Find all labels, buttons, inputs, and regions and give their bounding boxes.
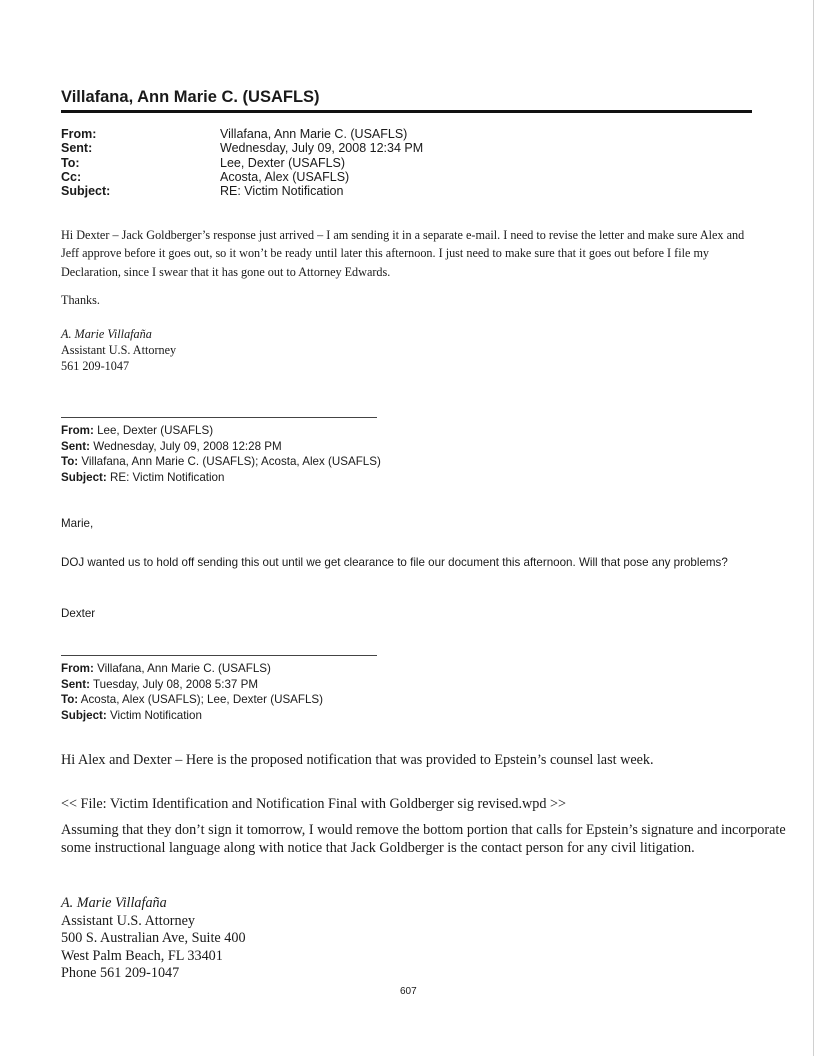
forward2-to: [61, 692, 323, 708]
header-to-value: Lee, Dexter (USAFLS): [220, 155, 346, 170]
header-subject-label: Subject:: [61, 184, 111, 199]
header-from-value: Villafana, Ann Marie C. (USAFLS): [220, 127, 408, 141]
header-to-label: To:: [61, 155, 80, 170]
header-from-row: [61, 127, 423, 141]
signature-address-line2: West Palm Beach, FL 33401: [61, 947, 223, 964]
forward1-sent-value: Wednesday, July 09, 2008 12:28 PM: [93, 439, 282, 453]
forward1-header: [61, 423, 381, 485]
forward2-subject-value: Victim Notification: [109, 708, 202, 722]
header-sent-label: Sent:: [61, 141, 93, 156]
forward-separator: [61, 417, 377, 418]
header-cc-value: Acosta, Alex (USAFLS): [220, 169, 350, 184]
header-subject-value: RE: Victim Notification: [220, 184, 344, 199]
message1-body: Hi Dexter – Jack Goldberger’s response just arrived – I am sending it in a separate e-mail. I need to revise the letter and make sure Alex and Jeff approve before it goes out, so it won’t be ready until later this afternoon. I just need to make sure that it goes out before I file my Declaration, since I swear that it has gone out to Attorney Edwards.: [61, 228, 745, 279]
header-cc-label: Cc:: [61, 169, 82, 184]
signature-name: A. Marie Villafaña: [61, 895, 167, 911]
forward1-subject: [61, 470, 381, 486]
forward1-sent-label: Sent:: [61, 439, 90, 453]
forward2-subject: [61, 708, 323, 724]
page-number: 607: [400, 986, 417, 997]
forward2-sent: [61, 677, 323, 693]
forward1-to-label: To:: [61, 455, 79, 469]
message3-body-continued: Assuming that they don’t sign it tomorrow, I would remove the bottom portion that calls for Epstein’s signature and incorporate some instructional language along with notice that Jack Goldberger is the contact person for any civil litigation.: [61, 822, 786, 856]
signature-title: Assistant U.S. Attorney: [61, 343, 177, 357]
header-cc-row: [61, 170, 423, 184]
signature-name: A. Marie Villafaña: [61, 327, 152, 341]
forward2-subject-label: Subject:: [61, 708, 107, 722]
forward2-from-label: From:: [61, 662, 94, 675]
signature-phone: 561 209-1047: [61, 359, 130, 373]
message3-body: Hi Alex and Dexter – Here is the proposed notification that was provided to Epstein’s counsel last week.: [61, 752, 654, 768]
signature-phone: Phone 561 209-1047: [61, 965, 180, 982]
forward2-from: [61, 661, 323, 677]
signature-address-line1: 500 S. Australian Ave, Suite 400: [61, 930, 246, 947]
forward1-subject-label: Subject:: [61, 470, 107, 484]
forward2-to-label: To:: [61, 693, 79, 707]
header-subject-row: [61, 184, 423, 198]
forward2-from-value: Villafana, Ann Marie C. (USAFLS): [97, 662, 271, 675]
message2-body: DOJ wanted us to hold off sending this out until we get clearance to file our document this afternoon. Will that pose any problems?: [61, 556, 728, 569]
forward1-to: [61, 454, 381, 470]
header-sent-row: [61, 141, 423, 155]
signature-title: Assistant U.S. Attorney: [61, 912, 195, 929]
title-divider: [61, 110, 752, 113]
forward-separator: [61, 655, 377, 656]
forward2-to-value: Acosta, Alex (USAFLS); Lee, Dexter (USAFLS): [80, 693, 324, 707]
scan-edge-line: [813, 0, 814, 1056]
forward2-header: [61, 661, 323, 723]
message1-thanks: Thanks.: [61, 293, 100, 307]
attachment-reference: << File: Victim Identification and Notification Final with Goldberger sig revised.wpd >>: [61, 796, 567, 812]
forward1-from-value: Lee, Dexter (USAFLS): [97, 424, 214, 437]
header-to-row: [61, 156, 423, 170]
forward1-subject-value: RE: Victim Notification: [109, 470, 225, 484]
forward2-sent-label: Sent:: [61, 677, 90, 691]
message3-signature: [61, 895, 246, 983]
message1-signature: [61, 326, 176, 374]
forward1-from-label: From:: [61, 424, 94, 437]
forward1-to-value: Villafana, Ann Marie C. (USAFLS); Acosta, Alex (USAFLS): [81, 455, 381, 469]
message2-signoff: Dexter: [61, 607, 96, 620]
message2-greeting: Marie,: [61, 517, 94, 530]
header-sent-value: Wednesday, July 09, 2008 12:34 PM: [220, 141, 424, 156]
email-header: [61, 127, 423, 198]
header-from-label: From:: [61, 127, 97, 141]
mailbox-owner-title: Villafana, Ann Marie C. (USAFLS): [61, 88, 320, 106]
forward2-sent-value: Tuesday, July 08, 2008 5:37 PM: [93, 677, 258, 691]
forward1-from: [61, 423, 381, 439]
forward1-sent: [61, 439, 381, 455]
